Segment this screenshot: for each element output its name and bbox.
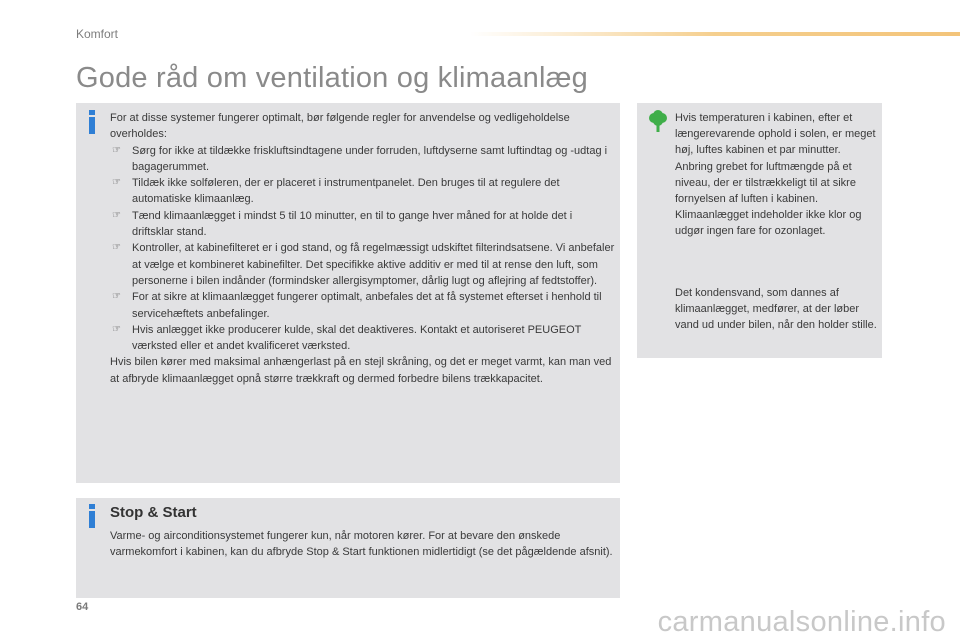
eco-paragraph: Klimaanlægget indeholder ikke klor og udgør ingen fare for ozonlaget. [675,209,862,238]
eco-condensation-text [675,285,880,334]
stop-start-heading: Stop & Start [110,504,197,521]
list-item: ☞ Tildæk ikke solføleren, der er placeret i instrumentpanelet. Den bruges til at regulere det automatiske klimaanlæg. [112,177,560,206]
info-icon [88,504,96,528]
watermark: carmanualsonline.info [657,606,946,638]
eco-paragraph: Anbring grebet for luftmængde på et niveau, der er tilstrækkeligt til at sikre fornyelsen af luften i kabinen. [675,160,856,206]
pointing-finger-icon: ☞ [112,323,121,335]
list-item: ☞ Kontroller, at kabinefilteret er i god stand, og få regelmæssigt udskiftet filterindsatsene. Vi anbefaler at vælge et kombineret kabinefilter. Det specifikke aktive additiv er med til at rense den luft, som personerne i bilen indånder (formindsker allergisymptomer, dårlig lugt og aflejring af fedtstoffer). [112,242,615,287]
advice-intro: For at disse systemer fungerer optimalt, bør følgende regler for anvendelse og vedligeholdelse overholdes: [110,112,570,141]
section-label: Komfort [76,27,119,41]
pointing-finger-icon: ☞ [112,209,121,221]
pointing-finger-icon: ☞ [112,242,121,254]
header-accent-line [470,32,960,36]
tree-icon [648,110,668,132]
ventilation-advice-text [110,110,615,387]
advice-outro: Hvis bilen kører med maksimal anhængerlast på en stejl skråning, og det er meget varmt, kan man ved at afbryde klimaanlægget opnå større trækkraft og dermed forbedre bilens trækkapacitet. [110,356,612,385]
pointing-finger-icon: ☞ [112,291,121,303]
eco-paragraph: Det kondensvand, som dannes af klimaanlægget, medfører, at der løber vand ud under bilen, når den holder stille. [675,287,877,332]
eco-paragraph: Hvis temperaturen i kabinen, efter et længerevarende ophold i solen, er meget høj, luftes kabinen et par minutter. [675,112,876,157]
stop-start-text: Varme- og airconditionsystemet fungerer kun, når motoren kører. For at bevare den ønskede varmekomfort i kabinen, kan du afbryde Stop & Start funktionen midlertidigt (se det pågældende afsnit). [110,530,613,559]
list-item: ☞ For at sikre at klimaanlægget fungerer optimalt, anbefales det at få systemet efterset i henhold til servicehæftets anbefalinger. [112,291,602,320]
pointing-finger-icon: ☞ [112,177,121,189]
page-number: 64 [76,601,89,613]
pointing-finger-icon: ☞ [112,144,121,156]
eco-tips-text [675,110,880,240]
info-icon [88,110,96,134]
advice-list [110,143,615,355]
list-item: ☞ Tænd klimaanlægget i mindst 5 til 10 minutter, en til to gange hver måned for at holde det i driftsklar stand. [112,209,573,239]
list-item: ☞ Sørg for ikke at tildække friskluftsindtagene under forruden, luftdyserne samt luftindtag og -udtag i bagagerummet. [112,144,608,173]
page-title: Gode råd om ventilation og klimaanlæg [76,62,588,94]
list-item: ☞ Hvis anlægget ikke producerer kulde, skal det deaktiveres. Kontakt et autoriseret PEUGEOT værksted eller et andet kvalificeret værksted. [112,323,582,353]
